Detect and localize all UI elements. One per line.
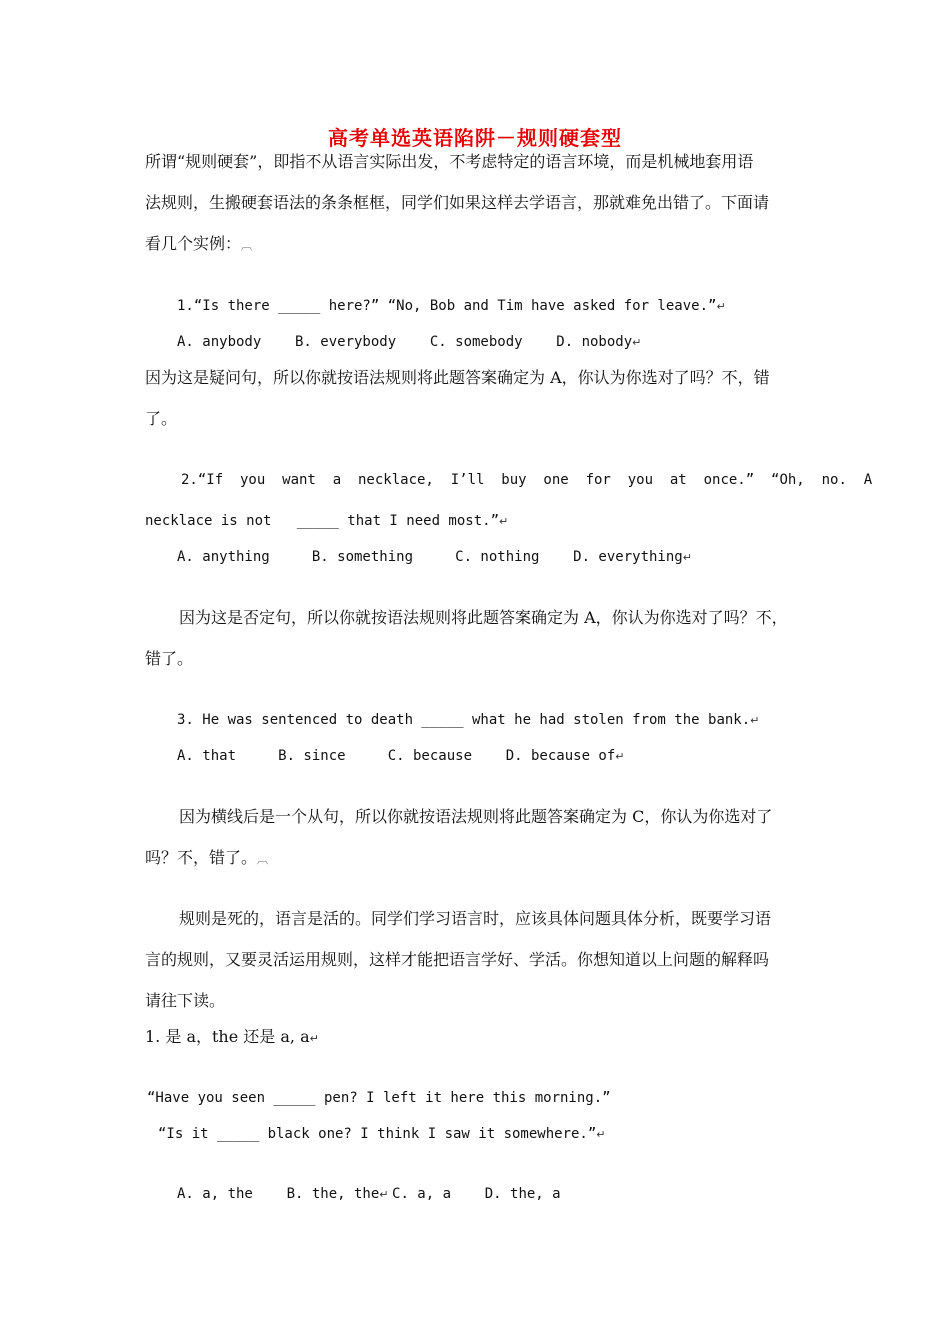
- q3-explain-1: 因为横线后是一个从句，所以你就按语法规则将此题答案确定为 C，你认为你选对了: [179, 807, 773, 826]
- q2-explain-2: 错了。: [145, 649, 194, 668]
- conclusion-line-2: 言的规则，又要灵活运用规则，这样才能把语言学好、学活。你想知道以上问题的解释吗: [145, 950, 770, 969]
- page-title: 高考单选英语陷阱－规则硬套型: [328, 126, 622, 150]
- q1-explain-1: 因为这是疑问句，所以你就按语法规则将此题答案确定为 A，你认为你选对了吗？不，错: [145, 368, 770, 387]
- intro-line-2: 法规则，生搬硬套语法的条条框框，同学们如果这样去学语言，那就难免出错了。下面请: [145, 193, 770, 212]
- section1-line-2: “Is it _____ black one? I think I saw it somewhere.”↵: [158, 1126, 606, 1142]
- intro-line-3: 看几个实例：︹: [145, 234, 253, 253]
- q1-explain-2: 了。: [145, 409, 178, 428]
- q2-options: A. anything B. something C. nothing D. everything↵: [177, 549, 692, 565]
- section1-heading: 1. 是 a，the 还是 a, a↵: [145, 1027, 319, 1046]
- q2-explain-1: 因为这是否定句，所以你就按语法规则将此题答案确定为 A，你认为你选对了吗？不，: [179, 608, 788, 627]
- q3-stem: 3. He was sentenced to death _____ what he had stolen from the bank.↵: [177, 712, 760, 728]
- conclusion-line-3: 请往下读。: [145, 991, 226, 1010]
- q3-explain-2: 吗？不，错了。︹: [145, 848, 269, 867]
- q1-options: A. anybody B. everybody C. somebody D. nobody↵: [177, 334, 642, 350]
- conclusion-line-1: 规则是死的，语言是活的。同学们学习语言时，应该具体问题具体分析，既要学习语: [179, 909, 772, 928]
- q3-options: A. that B. since C. because D. because of↵: [177, 748, 625, 764]
- q2-stem-2: necklace is not _____ that I need most.”↵: [145, 513, 509, 529]
- line-break-mark: ︹: [241, 239, 253, 252]
- intro-line-1: 所谓“规则硬套”，即指不从语言实际出发，不考虑特定的语言环境，而是机械地套用语: [145, 152, 754, 171]
- q2-stem-1: 2.“If you want a necklace, I’ll buy one for you at once.” “Oh, no. A: [181, 472, 873, 488]
- q1-stem: 1.“Is there _____ here?” “No, Bob and Tim have asked for leave.”↵: [177, 298, 726, 314]
- section1-options: A. a, the B. the, the↵ C. a, a D. the, a: [177, 1186, 561, 1202]
- section1-line-1: “Have you seen _____ pen? I left it here this morning.”: [147, 1090, 611, 1106]
